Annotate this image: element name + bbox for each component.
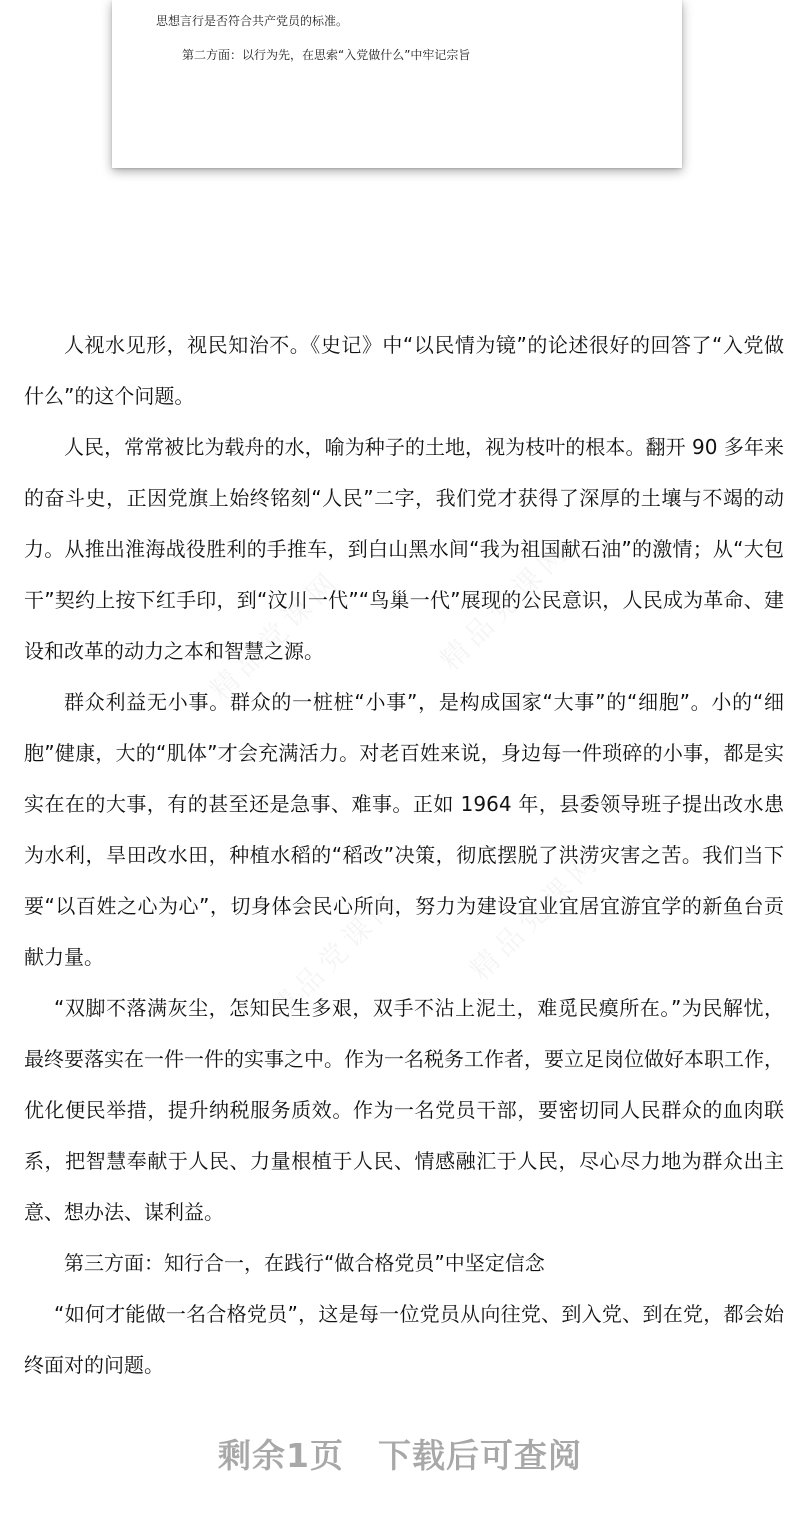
paragraph: 人视水见形，视民知治不。《史记》中“以民情为镜”的论述很好的回答了“入党做什么”的这个问题。 <box>24 333 784 408</box>
section-heading: 第三方面：知行合一，在践行“做合格党员”中坚定信念 <box>64 1251 545 1275</box>
document-body <box>24 320 784 1391</box>
preview-section-heading: 第二方面：以行为先，在思索“入党做什么”中牢记宗旨 <box>182 48 471 62</box>
paragraph: “如何才能做一名合格党员”，这是每一位党员从向往党、到入党、到在党，都会始终面对的问题。 <box>24 1302 784 1377</box>
download-prompt[interactable] <box>0 1434 800 1478</box>
preview-text-line: 思想言行是否符合共产党员的标准。 <box>156 14 349 28</box>
paragraph: “双脚不落满灰尘，怎知民生多艰，双手不沾上泥土，难觅民瘼所在。”为民解忧，最终要落实在一件一件的实事之中。作为一名税务工作者，要立足岗位做好本职工作，优化便民举措，提升纳税服务质效。作为一名党员干部，要密切同人民群众的血肉联系，把智慧奉献于人民、力量根植于人民、情感融汇于人民，尽心尽力地为群众出主意、想办法、谋利益。 <box>24 996 784 1224</box>
paragraph: 人民，常常被比为载舟的水，喻为种子的土地，视为枝叶的根本。翻开 90 多年来的奋斗史，正因党旗上始终铭刻“人民”二字，我们党才获得了深厚的土壤与不竭的动力。从推出淮海战役胜利的手推车，到白山黑水间“我为祖国献石油”的激情；从“大包干”契约上按下红手印，到“汶川一代”“鸟巢一代”展现的公民意识，人民成为革命、建设和改革的动力之本和智慧之源。 <box>24 435 784 663</box>
preview-page-card <box>112 0 682 168</box>
paragraph: 群众利益无小事。群众的一桩桩“小事”，是构成国家“大事”的“细胞”。小的“细胞”健康，大的“肌体”才会充满活力。对老百姓来说，身边每一件琐碎的小事，都是实实在在的大事，有的甚至还是急事、难事。正如 1964 年，县委领导班子提出改水患为水利，旱田改水田，种植水稻的“稻改”决策，彻底摆脱了洪涝灾害之苦。我们当下要“以百姓之心为心”，切身体会民心所向，努力为建设宜业宜居宜游宜学的新鱼台贡献力量。 <box>24 690 784 969</box>
remaining-pages-text[interactable]: 剩余1页 <box>218 1436 344 1475</box>
download-hint-text[interactable]: 下载后可查阅 <box>377 1436 582 1475</box>
